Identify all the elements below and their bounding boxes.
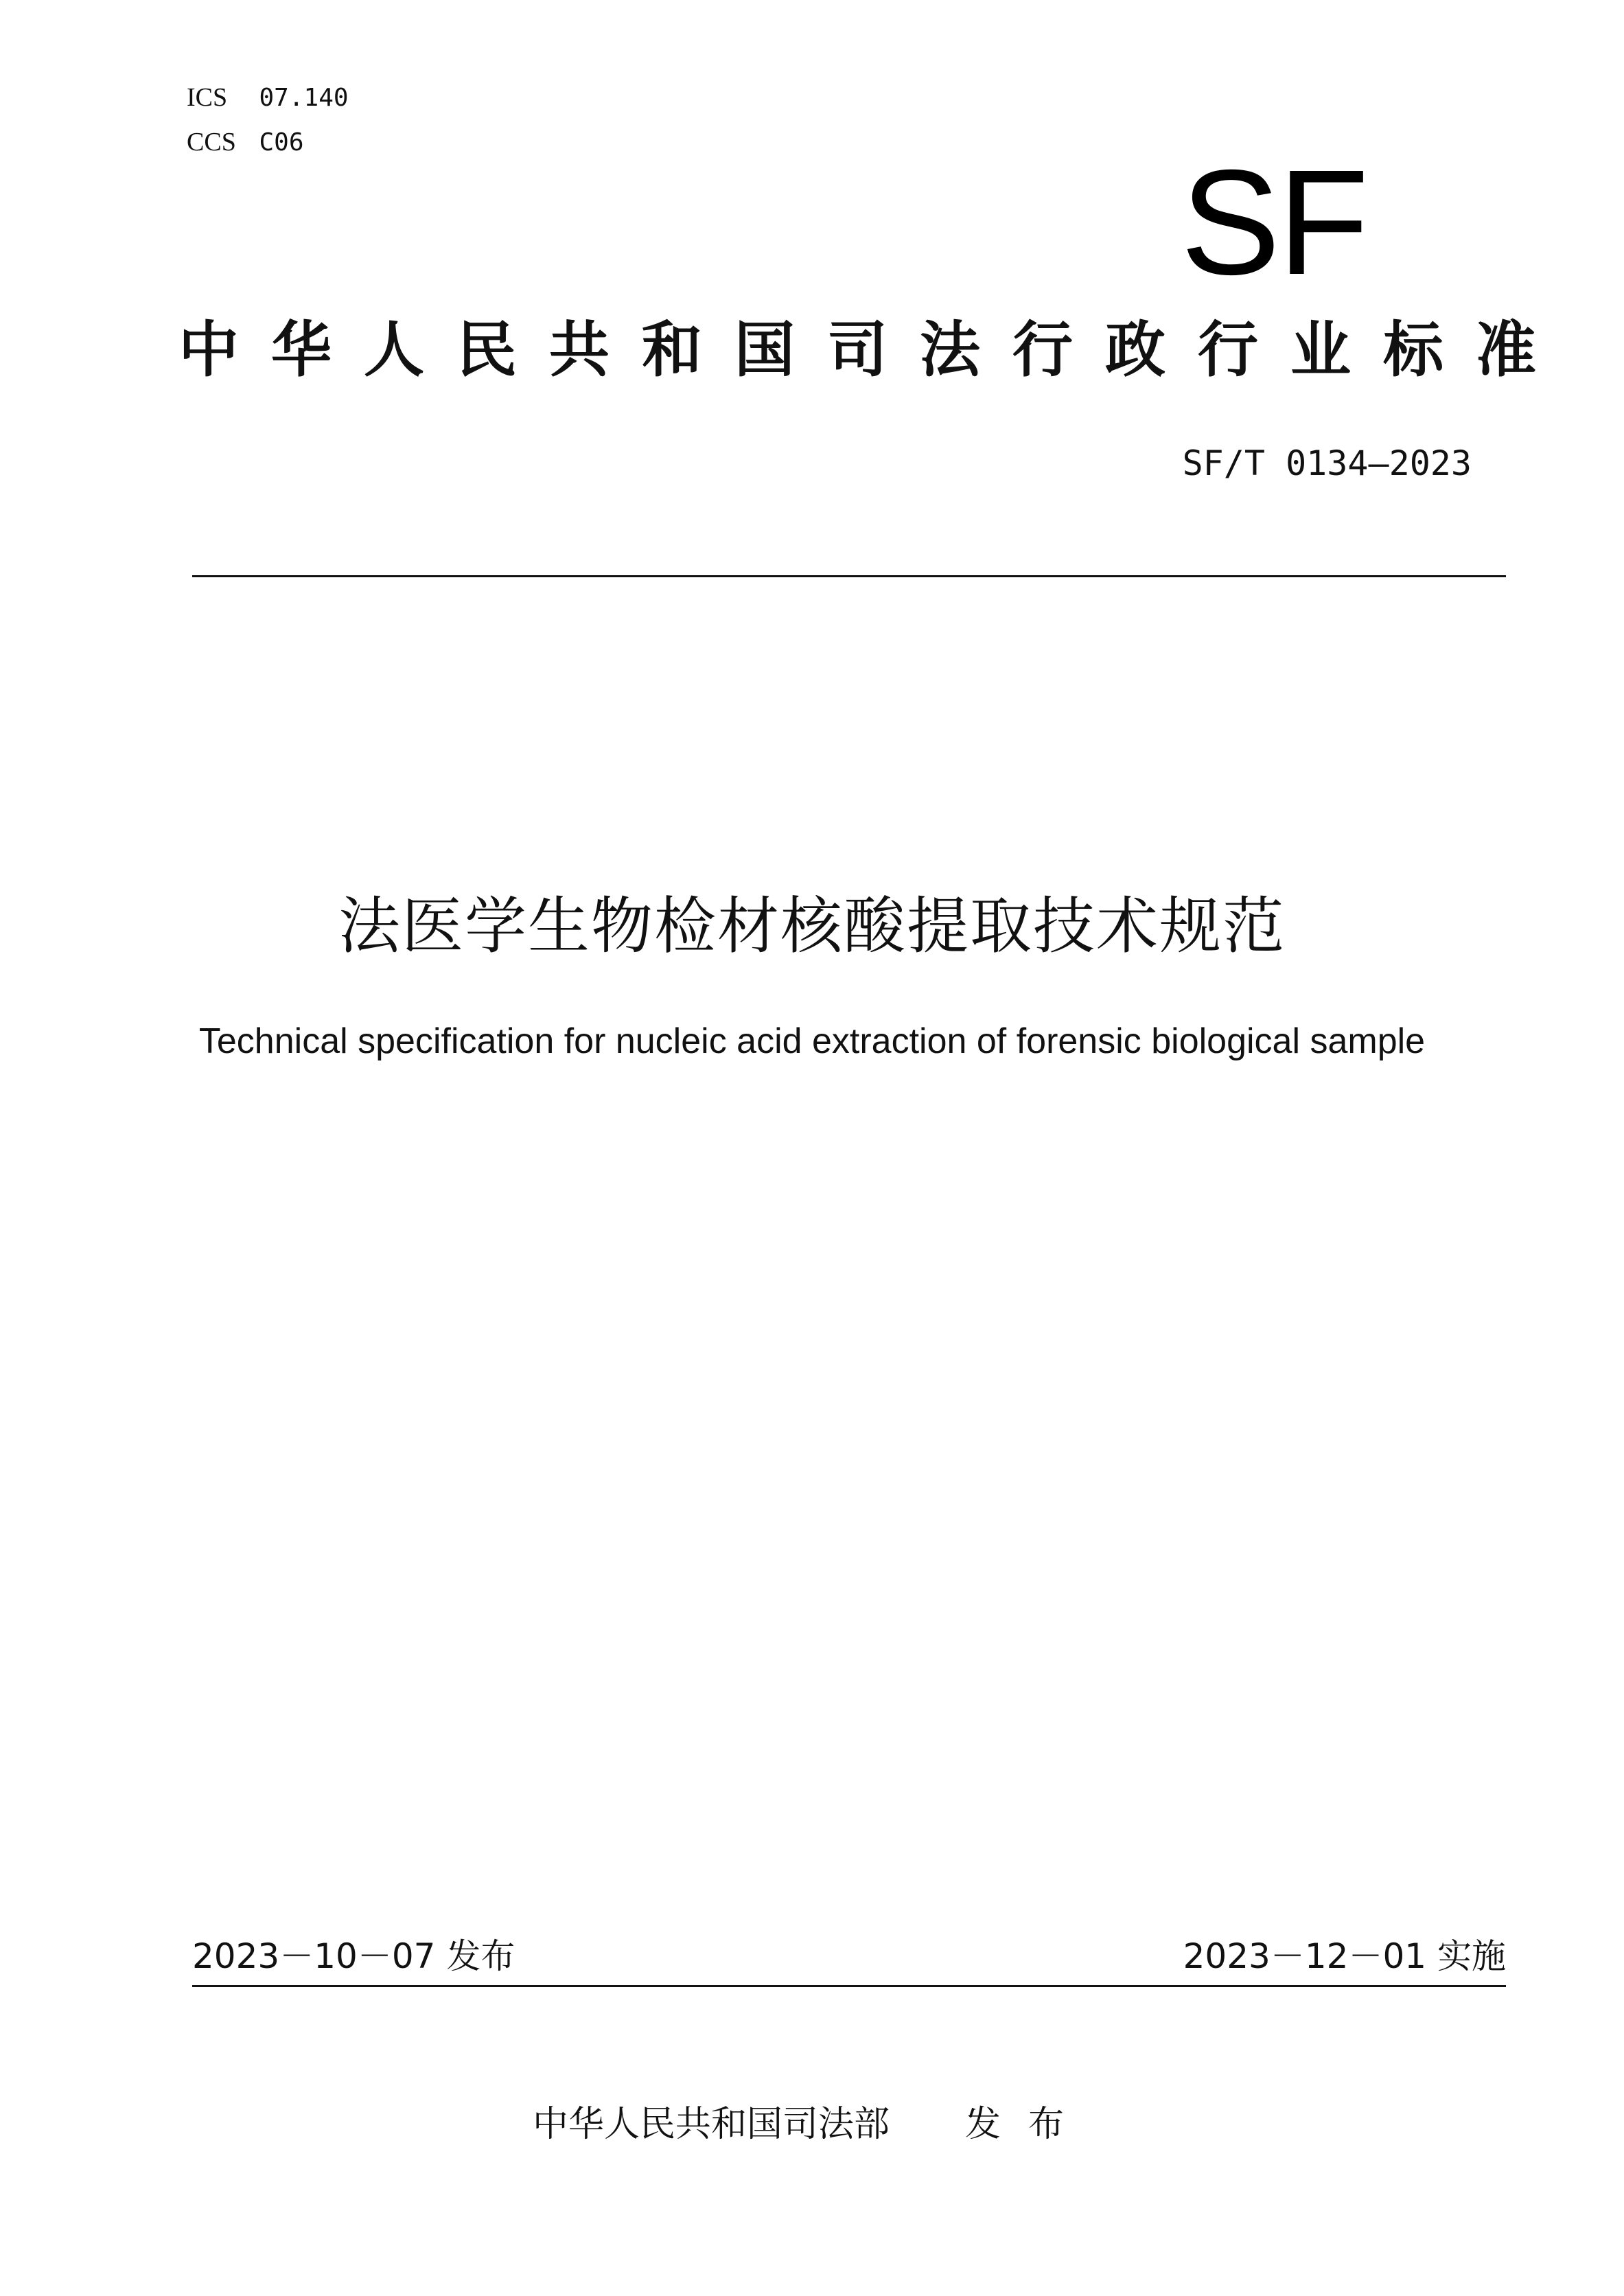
ccs-label: CCS	[187, 128, 236, 156]
standard-number: SF/T 0134—2023	[1182, 443, 1472, 483]
header-divider	[192, 575, 1506, 577]
ics-row	[187, 76, 349, 120]
classification-codes	[187, 76, 349, 165]
document-title-cn: 法医学生物检材核酸提取技术规范	[338, 890, 1286, 962]
issuer-name: 中华人民共和国司法部	[532, 2104, 890, 2145]
ccs-row	[187, 120, 349, 165]
ics-label: ICS	[187, 83, 228, 112]
ccs-value: C06	[259, 128, 304, 156]
implementation-date: 2023－12－01 实施	[1183, 1936, 1506, 1976]
document-title-en: Technical specification for nucleic acid extraction of forensic biological sample	[198, 1021, 1426, 1061]
issue-date: 2023－10－07 发布	[192, 1936, 515, 1976]
sf-logo: SF	[1181, 139, 1367, 306]
standard-category: 中华人民共和国司法行政行业标准	[178, 314, 1569, 385]
ics-value: 07.140	[259, 84, 349, 112]
issuer-line	[0, 2097, 1624, 2152]
footer-divider	[192, 1985, 1506, 1987]
issuer-action: 发布	[965, 2104, 1092, 2145]
